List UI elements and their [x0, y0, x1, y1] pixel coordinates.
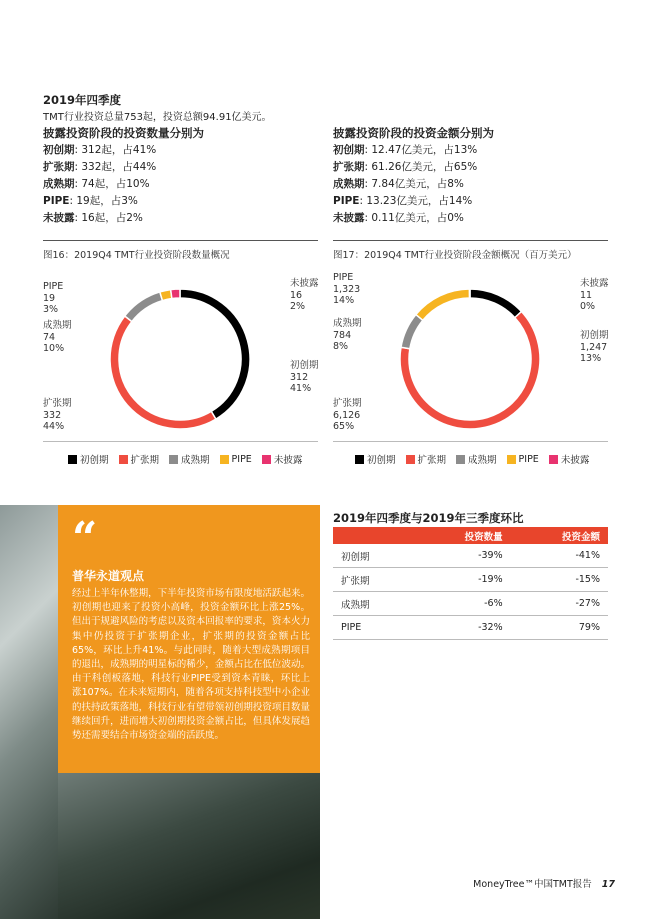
cell-stage: PIPE — [333, 616, 413, 640]
cell-amount: 79% — [511, 616, 608, 640]
chart1-donut — [110, 289, 250, 429]
donut-slice-0 — [470, 289, 521, 318]
donut-slice-2 — [125, 292, 163, 322]
donut-slice-1 — [110, 316, 216, 429]
chart2-label-undisclosed: 未披露 11 0% — [580, 278, 609, 312]
cell-count: -6% — [413, 592, 510, 616]
chart1-label-pipe: PIPE 19 3% — [43, 281, 64, 315]
legend-item: 未披露 — [549, 452, 590, 466]
cell-amount: -27% — [511, 592, 608, 616]
amount-stats-list — [333, 142, 477, 227]
chart2-svg — [333, 262, 609, 448]
donut-slice-4 — [469, 289, 470, 298]
chart2-label-mature: 成熟期 784 8% — [333, 318, 362, 352]
legend-item: 成熟期 — [169, 452, 210, 466]
chart2-donut — [400, 289, 540, 429]
list-item: 初创期: 312起，占41% — [43, 144, 157, 156]
donut-slice-4 — [171, 289, 180, 299]
cell-count: -32% — [413, 616, 510, 640]
chart2-label-startup: 初创期 1,247 13% — [580, 330, 609, 364]
table-row — [333, 592, 608, 616]
circuit-board-photo-lower — [58, 773, 320, 919]
table-header-row — [333, 527, 608, 544]
legend-item: 成熟期 — [456, 452, 497, 466]
donut-slice-1 — [400, 312, 540, 429]
cell-amount: -41% — [511, 544, 608, 568]
table-row — [333, 568, 608, 592]
chart2-label-expansion: 扩张期 6,126 65% — [333, 398, 362, 432]
commentary-body: 经过上半年休整期，下半年投资市场有限度地活跃起来。初创期也迎来了投资小高峰，投资金额环比上涨25%。但出于规避风险的考虑以及资本回报率的要求，资本火力集中仍投资于扩张期企业，扩张期的投资金额占比65%，环比上升41%。与此同时，随着大型成熟期项目的退出，成熟期的明星标的稀少，金额占比在低位波动。由于科创板落地，科技行业PIPE受到资本青睐，环比上涨107%。在未来短期内，随着各项支持科技型中小企业的扶持政策落地，科技行业有望带领初创期投资项目数量继续回升，进而增大初创期投资金额占比，但具体发展趋势还需要结合市场资金端的活跃度。 — [72, 588, 310, 742]
list-item: 成熟期: 7.84亿美元，占8% — [333, 178, 464, 190]
table-row — [333, 544, 608, 568]
list-item: 未披露: 0.11亿美元，占0% — [333, 212, 464, 224]
chart2-label-pipe: PIPE 1,323 14% — [333, 272, 361, 306]
cell-stage: 扩张期 — [333, 568, 413, 592]
cell-amount: -15% — [511, 568, 608, 592]
list-item: 扩张期: 61.26亿美元，占65% — [333, 161, 478, 173]
page-footer — [473, 876, 615, 890]
legend-item: 初创期 — [68, 452, 109, 466]
list-item: PIPE: 19起，占3% — [43, 195, 138, 207]
donut-slice-3 — [416, 289, 470, 320]
header-count: 投资数量 — [413, 527, 510, 544]
footer-brand: MoneyTree™中国TMT报告 — [473, 879, 592, 890]
header-stage — [333, 527, 413, 544]
list-item: 初创期: 12.47亿美元，占13% — [333, 144, 478, 156]
cell-stage: 成熟期 — [333, 592, 413, 616]
chart1-label-expansion: 扩张期 332 44% — [43, 398, 72, 432]
legend-item: PIPE — [220, 454, 252, 465]
chart2-top-rule — [333, 240, 608, 241]
page-number: 17 — [601, 879, 615, 890]
chart1-legend — [68, 452, 302, 466]
list-item: PIPE: 13.23亿美元，占14% — [333, 195, 473, 207]
commentary-box — [58, 505, 320, 773]
list-item: 扩张期: 332起，占44% — [43, 161, 157, 173]
summary-text: TMT行业投资总量753起，投资总额94.91亿美元。 — [43, 112, 272, 123]
quote-icon: “ — [72, 513, 98, 564]
count-stats-list — [43, 142, 156, 227]
legend-item: 未披露 — [262, 452, 303, 466]
donut-slice-2 — [401, 315, 423, 349]
legend-item: 扩张期 — [406, 452, 447, 466]
cell-count: -19% — [413, 568, 510, 592]
chart1-label-mature: 成熟期 74 10% — [43, 320, 72, 354]
legend-item: 初创期 — [355, 452, 396, 466]
chart2-legend — [355, 452, 589, 466]
chart1-label-undisclosed: 未披露 16 2% — [290, 278, 319, 312]
legend-item: PIPE — [507, 454, 539, 465]
donut-slice-3 — [160, 290, 172, 301]
commentary-title: 普华永道观点 — [72, 569, 145, 583]
chart1-svg — [43, 262, 319, 448]
list-item: 成熟期: 74起，占10% — [43, 178, 150, 190]
circuit-board-photo — [0, 505, 58, 919]
amount-stats-title: 披露投资阶段的投资金额分别为 — [333, 126, 494, 140]
list-item: 未披露: 16起，占2% — [43, 212, 143, 224]
table-row — [333, 616, 608, 640]
comparison-title: 2019年四季度与2019年三季度环比 — [333, 511, 524, 525]
cell-stage: 初创期 — [333, 544, 413, 568]
count-stats-title: 披露投资阶段的投资数量分别为 — [43, 126, 204, 140]
header-amount: 投资金额 — [511, 527, 608, 544]
legend-item: 扩张期 — [119, 452, 160, 466]
chart1-top-rule — [43, 240, 318, 241]
chart1-label-startup: 初创期 312 41% — [290, 360, 319, 394]
cell-count: -39% — [413, 544, 510, 568]
comparison-table — [333, 527, 608, 640]
donut-slice-0 — [180, 289, 250, 419]
chart2-bottom-rule — [333, 441, 608, 442]
chart1-title: 图16：2019Q4 TMT行业投资阶段数量概况 — [43, 250, 230, 261]
chart2-title: 图17：2019Q4 TMT行业投资阶段金额概况（百万美元） — [333, 250, 577, 261]
chart1-bottom-rule — [43, 441, 318, 442]
section-title: 2019年四季度 — [43, 93, 122, 107]
